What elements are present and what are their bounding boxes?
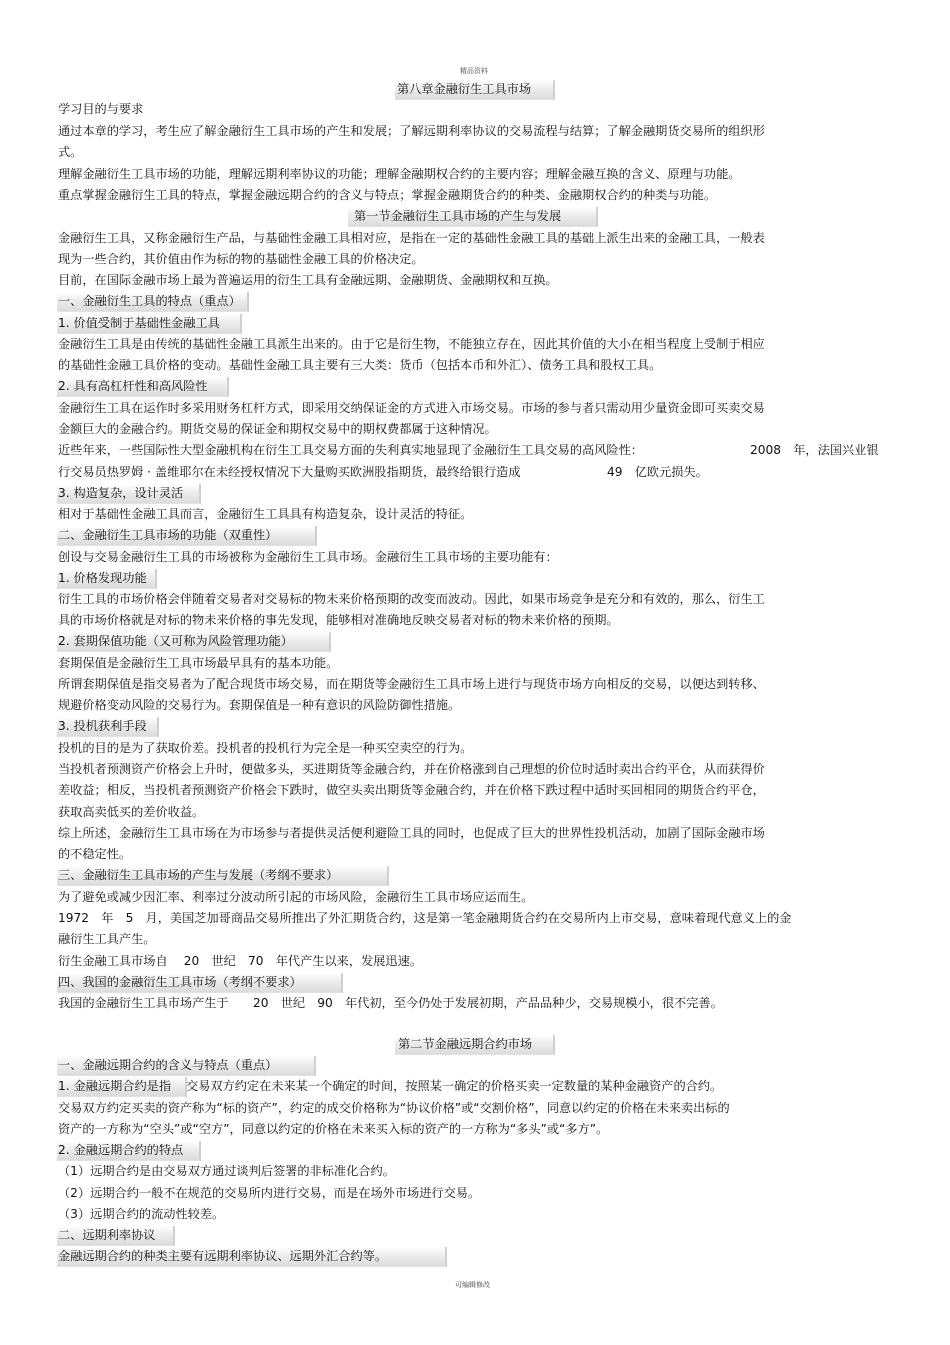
- paragraph-line: 现为一些合约，其价值由作为标的物的基础性金融工具的价格决定。: [58, 252, 424, 266]
- subsection-heading: 1. 价格发现功能: [58, 571, 147, 585]
- paragraph-line: 规避价格变动风险的交易行为。套期保值是一种有意识的风险防御性措施。: [58, 698, 461, 712]
- paragraph-line: 综上所述，金融衍生工具市场在为市场参与者提供灵活便利避险工具的同时，也促成了巨大的世界性投机活动，加剧了国际金融市场: [58, 826, 765, 840]
- paragraph-line: 我国的金融衍生工具市场产生于 20 世纪 90 年代初，至今仍处于发展初期，产品品种少，交易规模小，很不完善。: [58, 996, 723, 1010]
- paragraph-line: 理解金融衍生工具市场的功能，理解远期利率协议的功能；理解金融期权合约的主要内容；理解金融互换的含义、原理与功能。: [58, 167, 741, 181]
- paragraph-line: 的不稳定性。: [58, 847, 132, 861]
- chapter-title: 第八章金融衍生工具市场: [397, 82, 532, 96]
- paragraph-line: 1972 年 5 月，美国芝加哥商品交易所推出了外汇期货合约，这是第一笔金融期货合约在交易所内上市交易，意味着现代意义上的金: [58, 911, 792, 925]
- section-heading: 四、我国的金融衍生工具市场（考纲不要求）: [58, 975, 302, 989]
- footer-note: 可编辑修改: [455, 1281, 490, 1289]
- paragraph-line: 行交易员热罗姆 · 盖维耶尔在未经授权情况下大量购买欧洲股指期货，最终给银行造成: [58, 465, 521, 479]
- header-note: 精品资料: [460, 67, 488, 75]
- paragraph-line: 通过本章的学习，考生应了解金融衍生工具市场的产生和发展；了解远期利率协议的交易流程与结算；了解金融期货交易所的组织形: [58, 124, 765, 138]
- section-1-title: 第一节金融衍生工具市场的产生与发展: [354, 209, 562, 223]
- paragraph-line: 获取高卖低买的差价收益。: [58, 805, 205, 819]
- paragraph-line: 交易双方约定买卖的资产称为“标的资产”，约定的成交价格称为“协议价格”或“交割价格”，同意以约定的价格在未来卖出标的: [58, 1101, 730, 1115]
- paragraph-line: 金融衍生工具，又称金融衍生产品，与基础性金融工具相对应，是指在一定的基础性金融工具的基础上派生出来的金融工具，一般表: [58, 231, 765, 245]
- paragraph-line: 相对于基础性金融工具而言，金融衍生工具具有构造复杂，设计灵活的特征。: [58, 507, 473, 521]
- paragraph-line: 融衍生工具产生。: [58, 932, 156, 946]
- paragraph-line: 资产的一方称为“空头”或“空方”，同意以约定的价格在未来买入标的资产的一方称为“多头”或“多方”。: [58, 1122, 609, 1136]
- paragraph-line: 衍生金融工具市场自 20 世纪 70 年代产生以来，发展迅速。: [58, 954, 422, 968]
- paragraph-line: 创设与交易金融衍生工具的市场被称为金融衍生工具市场。金融衍生工具市场的主要功能有：: [58, 550, 558, 564]
- paragraph-line: 式。: [58, 145, 83, 159]
- paragraph-line: 的基础性金融工具价格的变动。基础性金融工具主要有三大类：货币（包括本币和外汇）、债务工具和股权工具。: [58, 358, 662, 372]
- section-heading: 一、金融远期合约的含义与特点（重点）: [58, 1058, 278, 1072]
- section-heading: 二、金融衍生工具市场的功能（双重性）: [58, 528, 278, 542]
- section-2-title: 第二节金融远期合约市场: [398, 1037, 533, 1051]
- list-item: （1）远期合约是由交易双方通过谈判后签署的非标准化合约。: [58, 1164, 395, 1178]
- list-item: （2）远期合约一般不在规范的交易所内进行交易，而是在场外市场进行交易。: [58, 1186, 481, 1200]
- paragraph-line: 目前，在国际金融市场上最为普遍运用的衍生工具有金融远期、金融期货、金融期权和互换。: [58, 273, 558, 287]
- subsection-heading: 1. 价值受制于基础性金融工具: [58, 316, 220, 330]
- section-heading: 一、金融衍生工具的特点（重点）: [58, 294, 241, 308]
- section-heading: 三、金融衍生工具市场的产生与发展（考纲不要求）: [58, 868, 339, 882]
- subsection-heading: 1. 金融远期合约是指: [58, 1079, 172, 1093]
- paragraph-line: 所谓套期保值是指交易者为了配合现货市场交易，而在期货等金融衍生工具市场上进行与现货市场方向相反的交易，以便达到转移、: [58, 677, 765, 691]
- paragraph-line: 差收益；相反，当投机者预测资产价格会下跌时，做空头卖出期货等金融合约，并在价格下跌过程中适时买回相同的期货合约平仓，: [58, 783, 765, 797]
- paragraph-line-tail: 49 亿欧元损失。: [607, 465, 708, 479]
- section-heading: 二、远期利率协议: [58, 1228, 156, 1242]
- paragraph-line: 当投机者预测资产价格会上升时，便做多头，买进期货等金融合约，并在价格涨到自己理想的价位时适时卖出合约平仓，从而获得价: [58, 762, 765, 776]
- subsection-heading: 3. 投机获利手段: [58, 719, 147, 733]
- paragraph-line: 投机的目的是为了获取价差。投机者的投机行为完全是一种买空卖空的行为。: [58, 741, 473, 755]
- paragraph-line: 具的市场价格就是对标的物未来价格的事先发现，能够相对准确地反映交易者对标的物未来价格的预期。: [58, 613, 619, 627]
- paragraph-line: 衍生工具的市场价格会伴随着交易者对交易标的物未来价格预期的改变而波动。因此，如果市场竞争是充分和有效的，那么，衍生工: [58, 592, 765, 606]
- subsection-heading: 2. 套期保值功能（又可称为风险管理功能）: [58, 634, 293, 648]
- subsection-heading: 2. 金融远期合约的特点: [58, 1143, 184, 1157]
- subsection-heading: 3. 构造复杂，设计灵活: [58, 486, 184, 500]
- paragraph-line: 金额巨大的金融合约。期货交易的保证金和期权交易中的期权费都属于这种情况。: [58, 422, 497, 436]
- paragraph-line: 为了避免或减少因汇率、利率过分波动所引起的市场风险，金融衍生工具市场应运而生。: [58, 890, 534, 904]
- paragraph-line: 金融衍生工具是由传统的基础性金融工具派生出来的。由于它是衍生物，不能独立存在，因此其价值的大小在相当程度上受制于相应: [58, 337, 765, 351]
- paragraph-line: 金融衍生工具在运作时多采用财务杠杆方式，即采用交纳保证金的方式进入市场交易。市场的参与者只需动用少量资金即可买卖交易: [58, 401, 765, 415]
- paragraph-line-tail: 交易双方约定在未来某一个确定的时间，按照某一确定的价格买卖一定数量的某种金融资产的合约。: [186, 1079, 723, 1093]
- study-goals-heading: 学习目的与要求: [58, 102, 144, 116]
- list-item: （3）远期合约的流动性较差。: [58, 1207, 225, 1221]
- paragraph-line: 金融远期合约的种类主要有远期利率协议、远期外汇合约等。: [58, 1249, 388, 1263]
- paragraph-line-tail: 2008 年，法国兴业银: [750, 443, 879, 457]
- subsection-heading: 2. 具有高杠杆性和高风险性: [58, 379, 208, 393]
- paragraph-line: 套期保值是金融衍生工具市场最早具有的基本功能。: [58, 656, 339, 670]
- paragraph-line: 重点掌握金融衍生工具的特点，掌握金融远期合约的含义与特点；掌握金融期货合约的种类、金融期权合约的种类与功能。: [58, 188, 717, 202]
- paragraph-line: 近些年来，一些国际性大型金融机构在衍生工具交易方面的失利真实地显现了金融衍生工具交易的高风险性：: [58, 443, 643, 457]
